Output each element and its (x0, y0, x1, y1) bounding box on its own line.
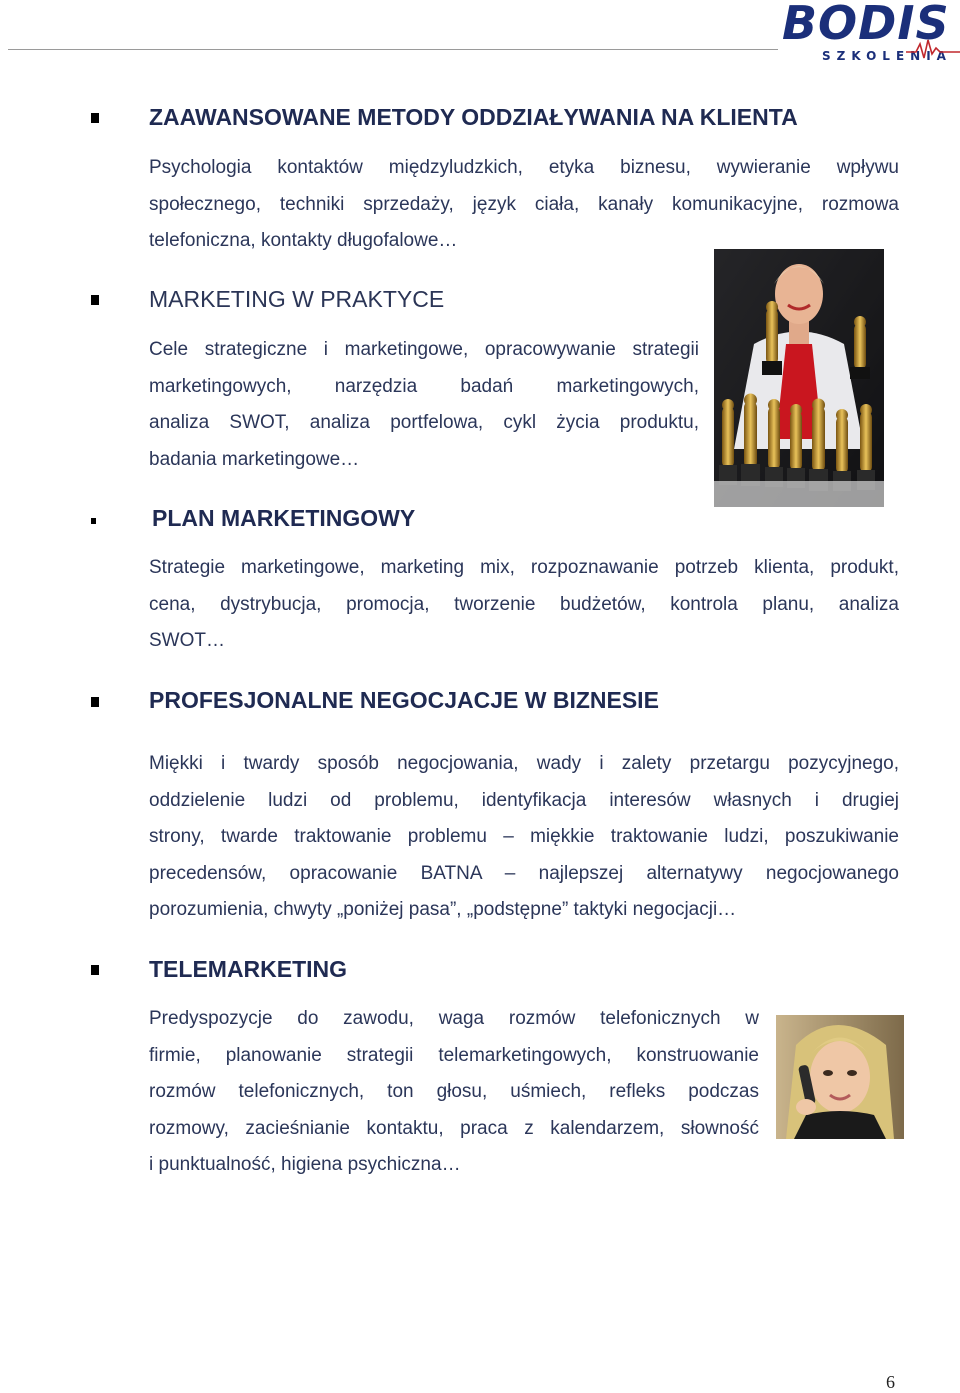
section-title: PLAN MARKETINGOWY (152, 505, 416, 531)
body-line: rozmowy, zacieśnianie kontaktu, praca z kalendarzem, słowność (149, 1117, 759, 1139)
body-line: SWOT… (149, 630, 225, 651)
section-bullet (91, 965, 99, 975)
body-line: społecznego, techniki sprzedaży, język ciała, kanały komunikacyjne, rozmowa (149, 193, 899, 215)
section-bullet (91, 697, 99, 707)
body-line: precedensów, opracowanie BATNA – najlepszej alternatywy negocjowanego (149, 862, 899, 884)
section-bullet (91, 113, 99, 123)
section-body (149, 150, 899, 260)
heartbeat-icon (906, 38, 960, 60)
body-line: rozmów telefonicznych, ton głosu, uśmiech, refleks podczas (149, 1081, 759, 1102)
body-line: strony, twarde traktowanie problemu – miękkie traktowanie ludzi, poszukiwanie (149, 826, 899, 847)
body-line: Cele strategiczne i marketingowe, opracowywanie strategii (149, 339, 699, 360)
body-line: i punktualność, higiena psychiczna… (149, 1154, 461, 1175)
section-body (149, 1001, 759, 1184)
company-logo (776, 2, 960, 68)
body-line: Predyspozycje do zawodu, waga rozmów telefonicznych w (149, 1008, 759, 1029)
body-line: Miękki i twardy sposób negocjowania, wady i zalety przetargu pozycyjnego, (149, 753, 899, 774)
body-line: porozumienia, chwyty „poniżej pasa”, „podstępne” taktyki negocjacji… (149, 899, 737, 920)
body-line: badania marketingowe… (149, 448, 360, 470)
section-title: MARKETING W PRAKTYCE (149, 286, 445, 312)
section-body (149, 332, 699, 478)
woman-on-phone-photo (776, 1015, 904, 1139)
body-line: Strategie marketingowe, marketing mix, rozpoznawanie potrzeb klienta, produkt, (149, 557, 899, 578)
woman-with-statuettes-photo (714, 249, 884, 507)
body-line: marketingowych, narzędzia badań marketingowych, (149, 375, 699, 397)
section-bullet (91, 518, 96, 524)
section-bullet (91, 295, 99, 305)
body-line: analiza SWOT, analiza portfelowa, cykl życia produktu, (149, 412, 699, 433)
section-body (149, 550, 899, 660)
section-body (149, 746, 899, 929)
logo-word: BODIS (782, 0, 950, 50)
section-title: PROFESJONALNE NEGOCJACJE W BIZNESIE (149, 687, 659, 713)
body-line: Psychologia kontaktów międzyludzkich, etyka biznesu, wywieranie wpływu (149, 157, 899, 178)
page-number: 6 (886, 1372, 895, 1392)
body-line: oddzielenie ludzi od problemu, identyfikacja interesów własnych i drugiej (149, 789, 899, 811)
section-title: TELEMARKETING (149, 956, 348, 982)
section-title: ZAAWANSOWANE METODY ODDZIAŁYWANIA NA KLIENTA (149, 104, 798, 130)
body-line: telefoniczna, kontakty długofalowe… (149, 230, 458, 251)
body-line: cena, dystrybucja, promocja, tworzenie budżetów, kontrola planu, analiza (149, 593, 899, 615)
logo-subtitle: SZKOLENIA (822, 49, 952, 63)
body-line: firmie, planowanie strategii telemarketingowych, konstruowanie (149, 1044, 759, 1066)
header-rule (8, 49, 778, 50)
